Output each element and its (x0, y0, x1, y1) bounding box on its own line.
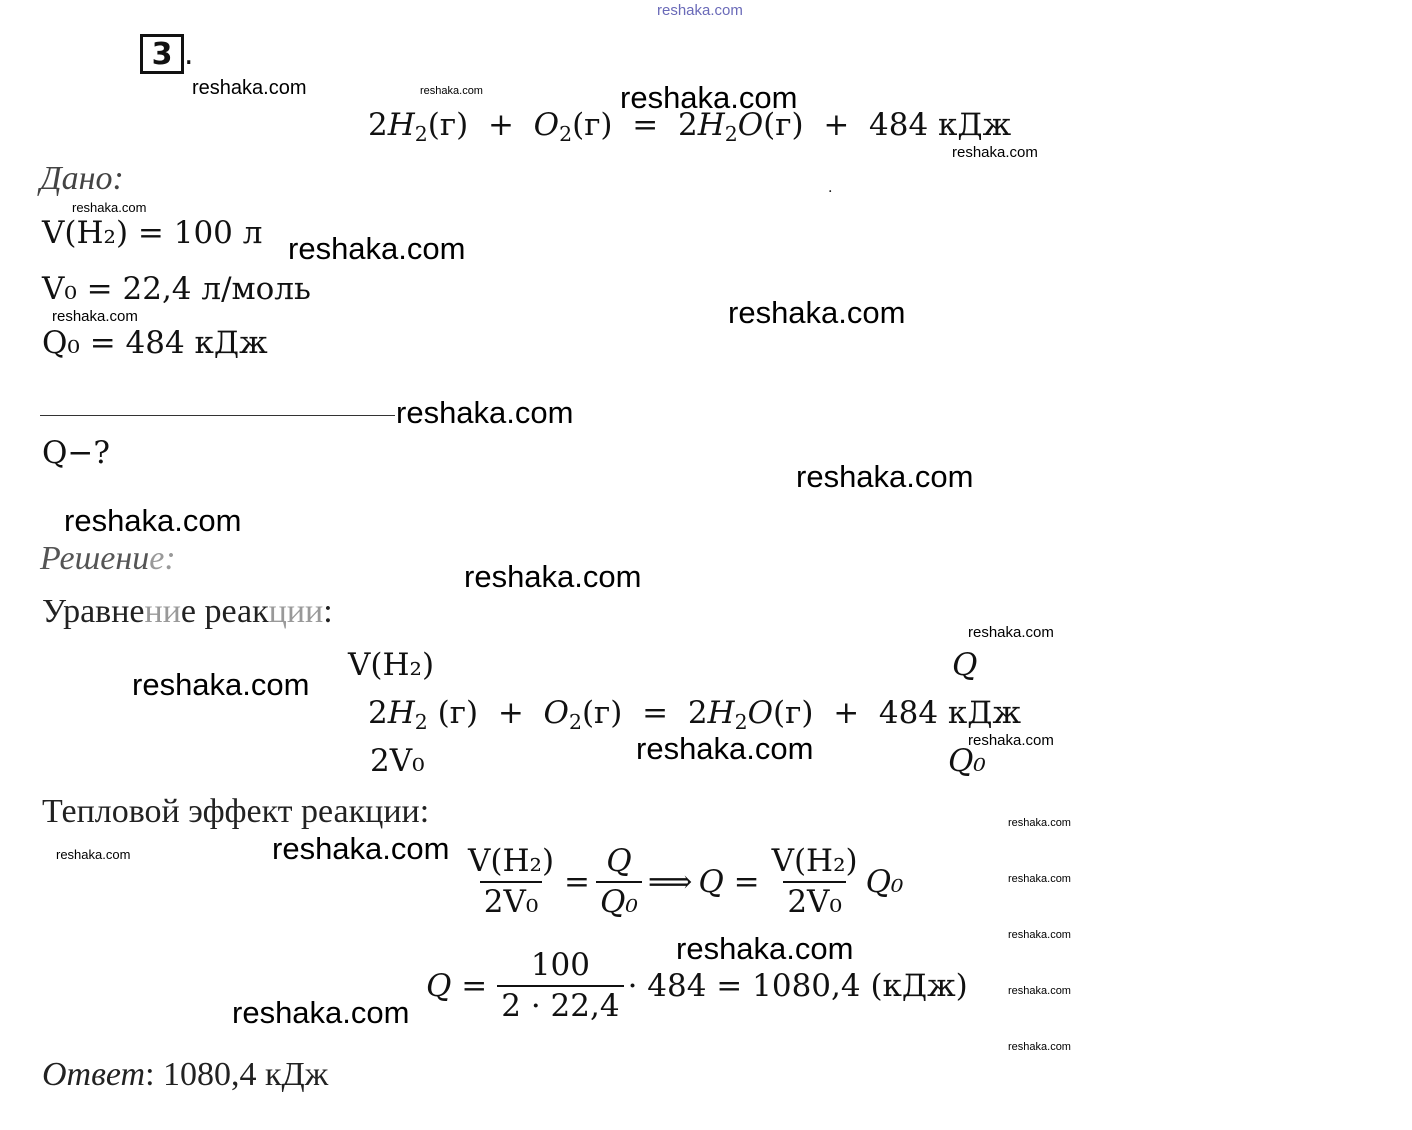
watermark: reshaka.com (968, 732, 1054, 749)
watermark: reshaka.com (232, 995, 410, 1030)
below-left-2v0: 2V₀ (370, 743, 425, 779)
watermark: reshaka.com (272, 831, 450, 866)
watermark: reshaka.com (52, 308, 138, 325)
watermark: reshaka.com (952, 144, 1038, 161)
given-heading: Дано: (40, 160, 124, 197)
answer-line: Ответ: 1080,4 кДж (42, 1056, 329, 1093)
watermark: reshaka.com (676, 931, 854, 966)
reaction-equation: $2H_2(г) + O_2(г) = 2H_2O(г) + 484$ кДж (368, 107, 1012, 147)
watermark: reshaka.com (132, 667, 310, 702)
given-divider (40, 415, 395, 416)
watermark: reshaka.com (396, 395, 574, 430)
watermark: reshaka.com (1008, 817, 1071, 829)
watermark: reshaka.com (1008, 873, 1071, 885)
watermark: reshaka.com (636, 731, 814, 766)
watermark: reshaka.com (420, 85, 483, 97)
calculation-formula: Q = $\frac{100}{2 \cdot 22,4}$ · 484 = 1080,4 (кДж) (426, 947, 968, 1024)
watermark: reshaka.com (796, 459, 974, 494)
watermark: reshaka.com (1008, 929, 1071, 941)
fraction-vh2-over-2v0: $\frac{\text{V(H₂)}}{\text{2V₀}}$ (468, 843, 555, 920)
stray-dot: . (828, 180, 833, 196)
watermark: reshaka.com (968, 624, 1054, 641)
watermark: reshaka.com (192, 77, 307, 99)
above-left-v-h2: V(H₂) (348, 647, 435, 683)
watermark-top: reshaka.com (657, 2, 743, 19)
annotated-reaction-equation: $2H_2$ $(г) + O_2(г) = 2H_2O(г) + 484$ кДж (368, 695, 1022, 735)
watermark: reshaka.com (464, 559, 642, 594)
given-heat-q0: Q₀ = 484 кДж (42, 325, 268, 361)
fraction-vh2-over-2v0-result: $\frac{\text{V(H₂)}}{\text{2V₀}}$ (771, 843, 858, 920)
below-right-q0: Q₀ (948, 743, 986, 779)
given-volume-h2: V(H₂) = 100 л (42, 215, 263, 251)
watermark: reshaka.com (1008, 985, 1071, 997)
above-right-q: Q (952, 647, 978, 683)
equation-label: Уравнение реакции: (42, 593, 333, 630)
watermark: reshaka.com (64, 503, 242, 538)
watermark: reshaka.com (620, 80, 798, 115)
task-number-box: 3 (140, 34, 184, 74)
given-molar-volume: V₀ = 22,4 л/моль (42, 271, 311, 307)
fraction-100-over-2x22-4: $\frac{100}{2 \cdot 22,4}$ (497, 950, 623, 1022)
solution-heading: Решение: (40, 540, 176, 577)
proportion-formula: $\frac{\text{V(H₂)}}{\text{2V₀}}$ = $\frac{Q}{\text{Q₀}}$ ⟹ Q = $\frac{\text{V(H₂)}}{\text{2V₀}}$ Q₀ (464, 846, 903, 918)
heat-effect-label: Тепловой эффект реакции: (42, 793, 430, 830)
watermark: reshaka.com (1008, 1041, 1071, 1053)
watermark: reshaka.com (72, 200, 147, 215)
fraction-q-over-q0: $\frac{Q}{\text{Q₀}}$ (596, 846, 642, 918)
task-number-dot: . (184, 37, 194, 72)
watermark: reshaka.com (56, 847, 131, 862)
watermark: reshaka.com (288, 231, 466, 266)
watermark: reshaka.com (728, 295, 906, 330)
find-q: Q−? (42, 435, 111, 471)
